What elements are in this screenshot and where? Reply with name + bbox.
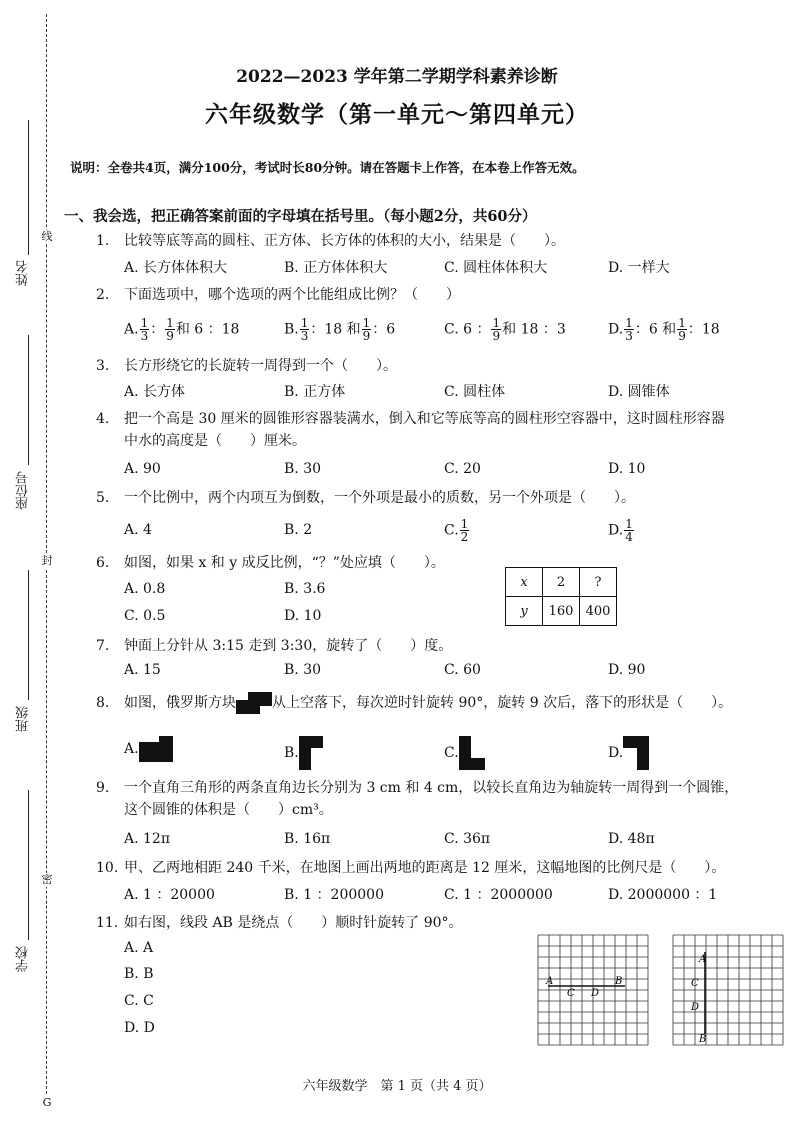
option-a[interactable]: A. 12π [124, 831, 171, 847]
option-c[interactable]: C. 1 ：2000000 [444, 887, 553, 903]
option-c[interactable]: C. 60 [444, 662, 481, 678]
option-b-row [124, 966, 244, 988]
field-seat: 座位号 [14, 335, 32, 525]
question-4-options [124, 461, 784, 483]
option-a[interactable]: A. $\frac{1}{3}$ ： $\frac{1}{9}$ 和 6 ：18 [124, 316, 240, 343]
table-row: y 160 400 [506, 597, 617, 626]
option-c[interactable]: C. 6 ： $\frac{1}{9}$ 和 18 ：3 [444, 316, 566, 343]
option-a[interactable]: A. A [124, 940, 154, 956]
option-c[interactable]: C. 圆柱体体积大 [444, 260, 548, 276]
question-10-options [124, 884, 784, 906]
option-d[interactable]: D. 2000000 ：1 [608, 887, 718, 903]
table-row: x 2 ? [506, 568, 617, 597]
rotation-grid-before [537, 934, 649, 1046]
point-label: B [615, 976, 623, 987]
option-d[interactable]: D. 10 [284, 608, 322, 624]
question-7-options [124, 662, 784, 684]
field-name: 姓名 [14, 120, 32, 290]
exam-title-line2: 六年级数学（第一单元～第四单元） [205, 101, 589, 128]
l-shape-icon [623, 736, 649, 770]
question-3: 3. 长方形绕它的长旋转一周得到一个（ ）。 [96, 358, 397, 374]
question-1-options [124, 257, 784, 279]
option-a[interactable]: A. 1 ：20000 [124, 887, 215, 903]
question-8-options [124, 736, 784, 768]
option-c-row [124, 993, 244, 1015]
question-3-options [124, 381, 784, 403]
option-b[interactable]: B. 3.6 [284, 581, 326, 597]
option-a[interactable]: A. 长方体体积大 [124, 260, 228, 276]
option-c[interactable]: C. $\frac{1}{2}$ [444, 517, 469, 544]
point-label: C [567, 988, 575, 999]
option-b[interactable]: B. 正方体 [284, 384, 346, 400]
margin-mark-feng: 封 [39, 554, 55, 568]
option-d[interactable]: D. 10 [608, 461, 646, 477]
option-a[interactable]: A. [124, 736, 175, 762]
question-6-options-row2 [124, 608, 474, 630]
margin-mark-bottom: G [39, 1096, 55, 1110]
option-b[interactable]: B. 正方体体积大 [284, 260, 388, 276]
option-a[interactable]: A. 90 [124, 461, 161, 477]
option-b[interactable]: B. B [124, 966, 154, 982]
option-b[interactable]: B. 30 [284, 461, 322, 477]
l-shape-icon [459, 736, 485, 770]
option-a[interactable]: A. 0.8 [124, 581, 166, 597]
section1-heading: 一、我会选，把正确答案前面的字母填在括号里。（每小题2分，共60分） [64, 208, 537, 225]
option-d[interactable]: D. [608, 736, 649, 770]
option-d[interactable]: D. 圆锥体 [608, 384, 670, 400]
exam-title-line1: 2022—2023 学年第二学期学科素养诊断 [236, 67, 558, 87]
option-c[interactable]: C. 36π [444, 831, 491, 847]
option-d[interactable]: D. 一样大 [608, 260, 670, 276]
point-label: D [591, 988, 600, 999]
question-5-options [124, 518, 784, 548]
option-a[interactable]: A. 15 [124, 662, 161, 678]
option-d[interactable]: D. D [124, 1020, 155, 1036]
point-label: D [691, 1002, 700, 1013]
page-footer: 六年级数学 第 1 页（共 4 页） [302, 1079, 492, 1094]
question-11: 11. 如右图，线段 AB 是绕点（ ）顺时针旋转了 90°。 [96, 915, 463, 931]
option-b[interactable]: B. 1 ：200000 [284, 887, 384, 903]
question-5: 5. 一个比例中，两个内项互为倒数，一个外项是最小的质数，另一个外项是（ ）。 [96, 490, 635, 506]
option-b[interactable]: B. [284, 736, 323, 770]
option-c[interactable]: C. [444, 736, 485, 770]
option-d[interactable]: D. 48π [608, 831, 655, 847]
xy-table [505, 567, 617, 626]
question-2-options [124, 317, 784, 347]
option-c[interactable]: C. 圆柱体 [444, 384, 506, 400]
margin-mark-xian: 线 [39, 230, 55, 244]
point-label: B [699, 1034, 707, 1045]
option-c[interactable]: C. 20 [444, 461, 481, 477]
option-c[interactable]: C. 0.5 [124, 608, 166, 624]
question-6-options-row1 [124, 581, 474, 603]
option-d-row [124, 1020, 244, 1042]
option-b[interactable]: B. 2 [284, 522, 313, 538]
exam-instructions: 说明：全卷共4页，满分100分，考试时长80分钟。请在答题卡上作答，在本卷上作答无效。 [70, 160, 585, 175]
field-class: 班级 [14, 570, 32, 750]
option-a-row [124, 940, 244, 962]
option-b[interactable]: B. 16π [284, 831, 331, 847]
question-6: 6. 如图，如果 x 和 y 成反比例，“？”处应填（ ）。 [96, 555, 445, 571]
question-2: 2. 下面选项中，哪个选项的两个比能组成比例？（ ） [96, 287, 460, 303]
question-9-options [124, 831, 784, 853]
l-shape-icon [299, 736, 323, 770]
point-label: C [691, 978, 699, 989]
question-1: 1. 比较等底等高的圆柱、正方体、长方体的体积的大小，结果是（ ）。 [96, 233, 565, 249]
margin-mark-mi: 密 [39, 873, 55, 887]
l-shape-icon [139, 736, 175, 762]
option-d[interactable]: D. 90 [608, 662, 646, 678]
question-4: 4. 把一个高是 30 厘米的圆锥形容器装满水，倒入和它等底等高的圆柱形空容器中，这时圆柱形容器 中水的高度是（ ）厘米。 [96, 411, 725, 449]
question-8: 8. 如图，俄罗斯方块 从上空落下，每次逆时针旋转 90°，旋转 9 次后，落下的形状是（ ）。 [96, 692, 776, 714]
question-9: 9. 一个直角三角形的两条直角边长分别为 3 cm 和 4 cm，以较长直角边为轴旋转一周得到一个圆锥， 这个圆锥的体积是（ ）cm³。 [96, 780, 739, 818]
option-a[interactable]: A. 4 [124, 522, 152, 538]
option-d[interactable]: D. $\frac{1}{4}$ [608, 517, 633, 544]
question-10: 10. 甲、乙两地相距 240 千米，在地图上画出两地的距离是 12 厘米，这幅地图的比例尺是（ ）。 [96, 860, 726, 876]
question-7: 7. 钟面上分针从 3:15 走到 3:30，旋转了（ ）度。 [96, 638, 453, 654]
option-b[interactable]: B. $\frac{1}{3}$ ：18 和 $\frac{1}{9}$ ：6 [284, 316, 396, 343]
point-label: A [546, 976, 554, 987]
option-b[interactable]: B. 30 [284, 662, 322, 678]
field-school: 学校 [14, 790, 32, 990]
tetromino-icon [236, 692, 272, 714]
option-a[interactable]: A. 长方体 [124, 384, 186, 400]
rotation-grid-after [672, 934, 784, 1046]
option-c[interactable]: C. C [124, 993, 154, 1009]
option-d[interactable]: D. $\frac{1}{3}$ ：6 和 $\frac{1}{9}$ ：18 [608, 316, 720, 343]
point-label: A [699, 954, 707, 965]
